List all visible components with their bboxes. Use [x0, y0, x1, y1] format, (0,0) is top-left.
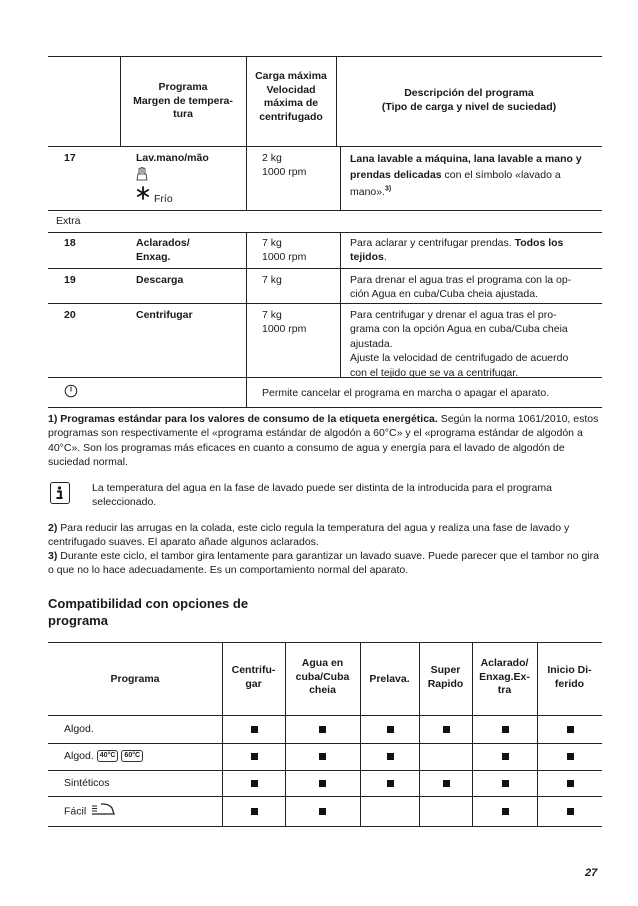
row-18-desc-post: . — [383, 251, 387, 264]
compatible-mark — [251, 726, 258, 733]
temp-60-badge: 60°C — [121, 750, 143, 762]
footnote-3 — [48, 549, 602, 578]
row-18-load: 7 kg 1000 rpm — [262, 237, 307, 264]
header-description: Descripción del programa (Tipo de carga y nivel de suciedad) — [381, 87, 557, 113]
row-17-load: 2 kg 1000 rpm — [262, 152, 307, 179]
row-17-temperature: Frío — [154, 193, 173, 205]
compatible-mark — [567, 780, 574, 787]
compatible-mark — [443, 780, 450, 787]
t2-row-2-label: Algod. — [64, 750, 94, 762]
row-18-desc-bold: Todos los tejidos — [350, 237, 564, 264]
compatible-mark — [251, 753, 258, 760]
info-icon — [50, 482, 70, 504]
compatible-mark — [502, 726, 509, 733]
footnote-3-number: 3) — [48, 550, 58, 562]
t2-row-3-name: Sintéticos — [64, 777, 110, 789]
row-18-description — [350, 236, 596, 265]
compatible-mark — [251, 780, 258, 787]
compatible-mark — [567, 726, 574, 733]
compatible-mark — [502, 753, 509, 760]
row-20-description: Para centrifugar y drenar el agua tras el pro- grama con la opción Agua en cuba/Cuba cheia ajustada. Ajuste la velocidad de centrifugado de acuerdo con el tejido que se va a centrifugar. — [350, 309, 569, 379]
compatible-mark — [567, 808, 574, 815]
row-17-name: Lav.mano/mão — [136, 152, 209, 164]
t2-row-2-name — [64, 749, 143, 763]
handwash-icon — [136, 167, 148, 181]
row-17-footnote-ref: 3) — [385, 185, 392, 193]
row-18-number: 18 — [64, 237, 76, 249]
compatible-mark — [502, 808, 509, 815]
t2-row-4-name — [64, 803, 115, 820]
row-17-desc-bold: Lana lavable a máquina, lana lavable a mano y prendas delicadas — [350, 153, 582, 182]
header-load: Carga máxima Velocidad máxima de centrifugado — [255, 70, 327, 123]
page-number: 27 — [585, 867, 598, 879]
t2-header-spin: Centrifu- gar — [231, 664, 276, 690]
row-17-number: 17 — [64, 152, 76, 164]
compatible-mark — [319, 808, 326, 815]
info-note: La temperatura del agua en la fase de lavado puede ser distinta de la introducida para el programa seleccionado. — [92, 482, 552, 509]
row-19-description: Para drenar el agua tras el programa con la op- ción Agua en cuba/Cuba cheia ajustada. — [350, 274, 572, 301]
section-title: Compatibilidad con opciones de programa — [48, 596, 249, 628]
footnote-1-title: 1) Programas estándar para los valores de consumo de la etiqueta energética. — [48, 413, 438, 425]
t2-row-1-name: Algod. — [64, 723, 94, 735]
row-17-description — [350, 151, 594, 200]
footnote-2 — [48, 521, 602, 550]
row-20-load: 7 kg 1000 rpm — [262, 309, 307, 336]
power-description: Permite cancelar el programa en marcha o apagar el aparato. — [262, 387, 550, 399]
compatible-mark — [251, 808, 258, 815]
footnote-3-text: Durante este ciclo, el tambor gira lentamente para garantizar un lavado suave. Puede parecer que el tambor no gira o que no lo hace adecuadamente. Es un comportamiento normal del aparato. — [48, 550, 599, 577]
compatible-mark — [387, 780, 394, 787]
row-18-desc-pre: Para aclarar y centrifugar prendas. — [350, 237, 515, 249]
t2-header-program: Programa — [110, 673, 160, 685]
extra-label: Extra — [56, 215, 81, 227]
t2-header-delay-start: Inicio Di- ferido — [547, 664, 592, 690]
footnote-2-number: 2) — [48, 522, 58, 534]
row-19-number: 19 — [64, 274, 76, 286]
compatible-mark — [319, 753, 326, 760]
t2-header-super-quick: Super Rapido — [427, 664, 464, 690]
row-18-name: Aclarados/ Enxag. — [136, 237, 190, 264]
compatible-mark — [502, 780, 509, 787]
power-icon — [64, 384, 78, 398]
t2-header-prewash: Prelava. — [369, 673, 410, 685]
compatible-mark — [443, 726, 450, 733]
compatible-mark — [387, 753, 394, 760]
t2-header-extra-rinse: Aclarado/ Enxag.Ex- tra — [479, 657, 530, 697]
compatible-mark — [567, 753, 574, 760]
compatible-mark — [387, 726, 394, 733]
footnote-1-text: Según la norma 1061/2010, estos programas son respectivamente el «programa estándar de algodón a 60°C» y el «programa estándar de algodón a 40°C». Son los programas más eficaces en cuanto a consumo de agua y energía para el lavado de algodón de suciedad normal. — [48, 413, 599, 469]
temp-40-badge: 40°C — [97, 750, 119, 762]
easy-iron-icon — [91, 803, 115, 820]
row-19-name: Descarga — [136, 274, 184, 286]
t2-row-4-label: Fácil — [64, 805, 87, 818]
t2-header-water-plus: Agua en cuba/Cuba cheia — [295, 657, 350, 697]
snowflake-icon — [136, 186, 150, 200]
row-17-desc-rest: con el símbolo «lavado a mano». — [350, 169, 561, 198]
compatible-mark — [319, 780, 326, 787]
compatible-mark — [319, 726, 326, 733]
footnote-2-text: Para reducir las arrugas en la colada, este ciclo regula la temperatura del agua y realiza una fase de lavado y centrifugado suaves. El aparato añade algunos aclarados. — [48, 522, 570, 549]
row-20-number: 20 — [64, 309, 76, 321]
footnote-1 — [48, 412, 602, 470]
header-program: Programa Margen de tempera- tura — [133, 81, 233, 121]
row-20-name: Centrifugar — [136, 309, 193, 321]
row-19-load: 7 kg — [262, 274, 282, 286]
